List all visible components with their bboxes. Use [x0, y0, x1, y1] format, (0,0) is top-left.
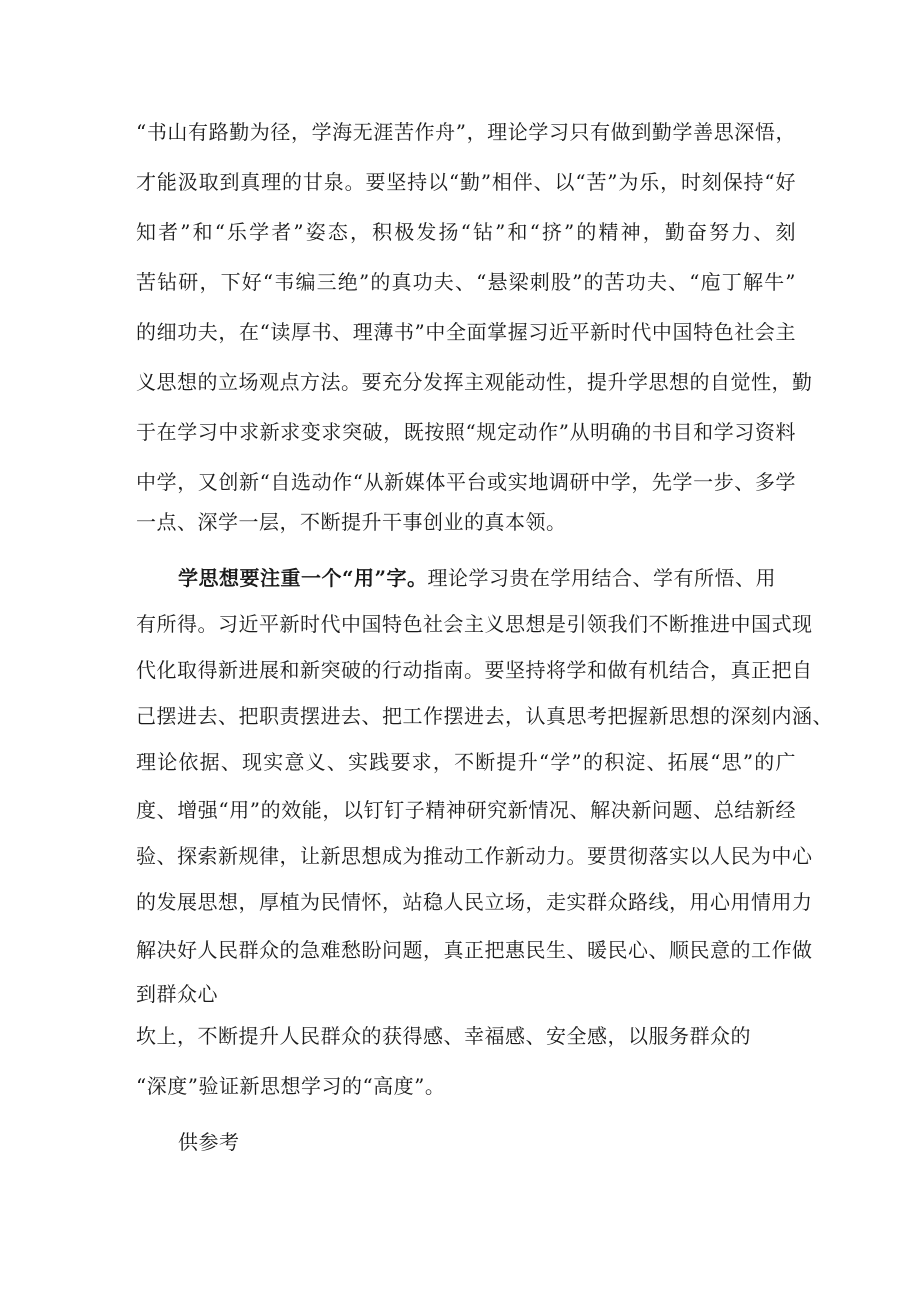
paragraph-2-line-1 [178, 558, 796, 598]
paragraph-2-line-5: 理论依据、现实意义、实践要求，不断提升“学”的积淀、拓展“思”的广 [136, 750, 796, 774]
paragraph-2-line-11: 坎上，不断提升人民群众的获得感、幸福感、安全感，以服务群众的 [136, 1024, 751, 1048]
paragraph-1-line-7: 于在学习中求新求变求突破，既按照“规定动作”从明确的书目和学习资料 [136, 420, 796, 444]
paragraph-2-line-3: 代化取得新进展和新突破的行动指南。要坚持将学和做有机结合，真正把自 [136, 658, 813, 682]
paragraph-1-line-5: 的细功夫，在“读厚书、理薄书”中全面掌握习近平新时代中国特色社会主 [136, 320, 796, 344]
paragraph-1-line-8: 中学，又创新“自选动作“从新媒体平台或实地调研中学，先学一步、多学 [136, 470, 796, 494]
closing-note: 供参考 [178, 1130, 240, 1154]
paragraph-2-line-9: 解决好人民群众的急难愁盼问题，真正把惠民生、暖民心、顺民意的工作做 [136, 938, 813, 962]
paragraph-2-line-1-rest: 理论学习贵在学用结合、学有所悟、用 [427, 566, 777, 590]
paragraph-2-line-10: 到群众心 [136, 982, 218, 1006]
paragraph-2-line-6: 度、增强“用”的效能，以钉钉子精神研究新情况、解决新问题、总结新经 [136, 798, 796, 822]
paragraph-2-line-7: 验、探索新规律，让新思想成为推动工作新动力。要贯彻落实以人民为中心 [136, 844, 813, 868]
paragraph-1-line-3: 知者”和“乐学者”姿态，积极发扬“钻”和“挤”的精神，勤奋努力、刻 [136, 220, 796, 244]
paragraph-1-line-1: “书山有路勤为径，学海无涯苦作舟”，理论学习只有做到勤学善思深悟， [136, 120, 796, 144]
paragraph-2-line-2: 有所得。习近平新时代中国特色社会主义思想是引领我们不断推进中国式现 [136, 612, 813, 636]
paragraph-1-line-2: 才能汲取到真理的甘泉。要坚持以“勤”相伴、以“苦”为乐，时刻保持“好 [136, 170, 796, 194]
paragraph-2-heading: 学思想要注重一个“用”字。 [178, 566, 428, 590]
paragraph-2-line-8: 的发展思想，厚植为民情怀，站稳人民立场，走实群众路线，用心用情用力 [136, 890, 813, 914]
paragraph-1-line-6: 义思想的立场观点方法。要充分发挥主观能动性，提升学思想的自觉性，勤 [136, 370, 813, 394]
paragraph-2-line-4: 己摆进去、把职责摆进去、把工作摆进去，认真思考把握新思想的深刻内涵、 [136, 704, 833, 728]
paragraph-1-line-9: 一点、深学一层，不断提升干事创业的真本领。 [136, 510, 567, 534]
paragraph-1-line-4: 苦钻研，下好“韦编三绝”的真功夫、“悬梁刺股”的苦功夫、“庖丁解牛” [136, 270, 796, 294]
paragraph-2-line-12: “深度”验证新思想学习的“高度”。 [136, 1074, 446, 1098]
